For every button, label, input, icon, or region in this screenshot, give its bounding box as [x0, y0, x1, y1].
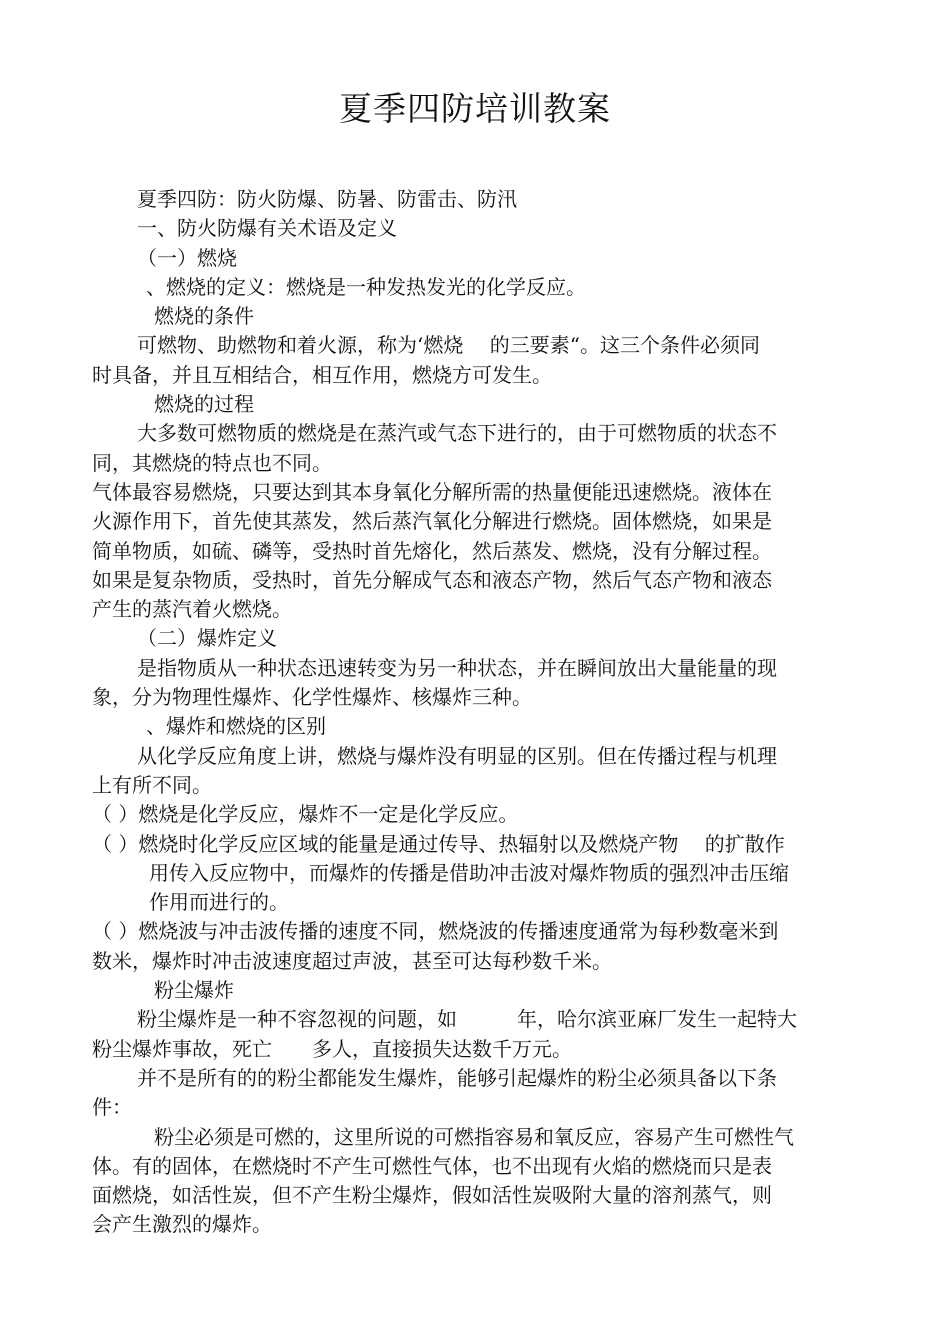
- paragraph-line: 粉尘爆炸事故，死亡 多人，直接损失达数千万元。: [92, 1036, 572, 1061]
- paragraph-line: 夏季四防：防火防爆、防暑、防雷击、防汛: [137, 187, 517, 211]
- paragraph-line: （ ）燃烧是化学反应，爆炸不一定是化学反应。: [92, 802, 519, 827]
- paragraph-line: 大多数可燃物质的燃烧是在蒸汽或气态下进行的，由于可燃物质的状态不: [137, 421, 777, 446]
- paragraph-line: 、爆炸和燃烧的区别: [146, 714, 326, 739]
- paragraph-line: 粉尘必须是可燃的，这里所说的可燃指容易和氧反应，容易产生可燃性气: [154, 1124, 794, 1149]
- document-body: [92, 185, 862, 1240]
- paragraph-line: 体。有的固体，在燃烧时不产生可燃性气体，也不出现有火焰的燃烧而只是表: [92, 1153, 772, 1178]
- paragraph-line: 用传入反应物中，而爆炸的传播是借助冲击波对爆炸物质的强烈冲击压缩: [149, 860, 789, 885]
- paragraph-line: （一）燃烧: [137, 245, 237, 270]
- paragraph-line: 可燃物、助燃物和着火源，称为‘燃烧 的三要素“。这三个条件必须同: [137, 333, 760, 358]
- paragraph-line: 作用而进行的。: [149, 890, 289, 915]
- paragraph-line: 从化学反应角度上讲，燃烧与爆炸没有明显的区别。但在传播过程与机理: [137, 743, 777, 768]
- paragraph-line: 是指物质从一种状态迅速转变为另一种状态，并在瞬间放出大量能量的现: [137, 655, 777, 680]
- paragraph-line: 上有所不同。: [92, 772, 212, 797]
- paragraph-line: 件：: [92, 1095, 132, 1120]
- paragraph-line: 数米，爆炸时冲击波速度超过声波，甚至可达每秒数千米。: [92, 948, 612, 973]
- paragraph-line: 同，其燃烧的特点也不同。: [92, 450, 332, 475]
- paragraph-line: 火源作用下，首先使其蒸发，然后蒸汽氧化分解进行燃烧。固体燃烧，如果是: [92, 509, 772, 534]
- paragraph-line: 粉尘爆炸是一种不容忽视的问题，如 年，哈尔滨亚麻厂发生一起特大: [137, 1007, 797, 1032]
- paragraph-line: 一、防火防爆有关术语及定义: [137, 216, 397, 241]
- paragraph-line: 燃烧的过程: [154, 392, 254, 417]
- paragraph-line: 会产生激烈的爆炸。: [92, 1212, 272, 1237]
- paragraph-line: 产生的蒸汽着火燃烧。: [92, 597, 292, 622]
- paragraph-line: 并不是所有的的粉尘都能发生爆炸，能够引起爆炸的粉尘必须具备以下条: [137, 1065, 777, 1090]
- paragraph-line: （二）爆炸定义: [137, 626, 277, 651]
- paragraph-line: 象，分为物理性爆炸、化学性爆炸、核爆炸三种。: [92, 685, 532, 710]
- paragraph-line: （ ）燃烧波与冲击波传播的速度不同，燃烧波的传播速度通常为每秒数毫米到: [92, 919, 779, 944]
- paragraph-line: （ ）燃烧时化学反应区域的能量是通过传导、热辐射以及燃烧产物 的扩散作: [92, 831, 785, 856]
- paragraph-line: 粉尘爆炸: [154, 978, 234, 1003]
- paragraph-line: 燃烧的条件: [154, 304, 254, 329]
- paragraph-line: 面燃烧，如活性炭，但不产生粉尘爆炸，假如活性炭吸附大量的溶剂蒸气，则: [92, 1183, 772, 1208]
- paragraph-line: 气体最容易燃烧，只要达到其本身氧化分解所需的热量便能迅速燃烧。液体在: [92, 479, 772, 504]
- paragraph-line: 、燃烧的定义：燃烧是一种发热发光的化学反应。: [146, 274, 586, 299]
- paragraph-line: 简单物质，如硫、磷等，受热时首先熔化，然后蒸发、燃烧，没有分解过程。: [92, 538, 772, 563]
- paragraph-line: 时具备，并且互相结合，相互作用，燃烧方可发生。: [92, 362, 552, 387]
- document-title: 夏季四防培训教案: [339, 89, 611, 128]
- paragraph-line: 如果是复杂物质，受热时，首先分解成气态和液态产物，然后气态产物和液态: [92, 567, 772, 592]
